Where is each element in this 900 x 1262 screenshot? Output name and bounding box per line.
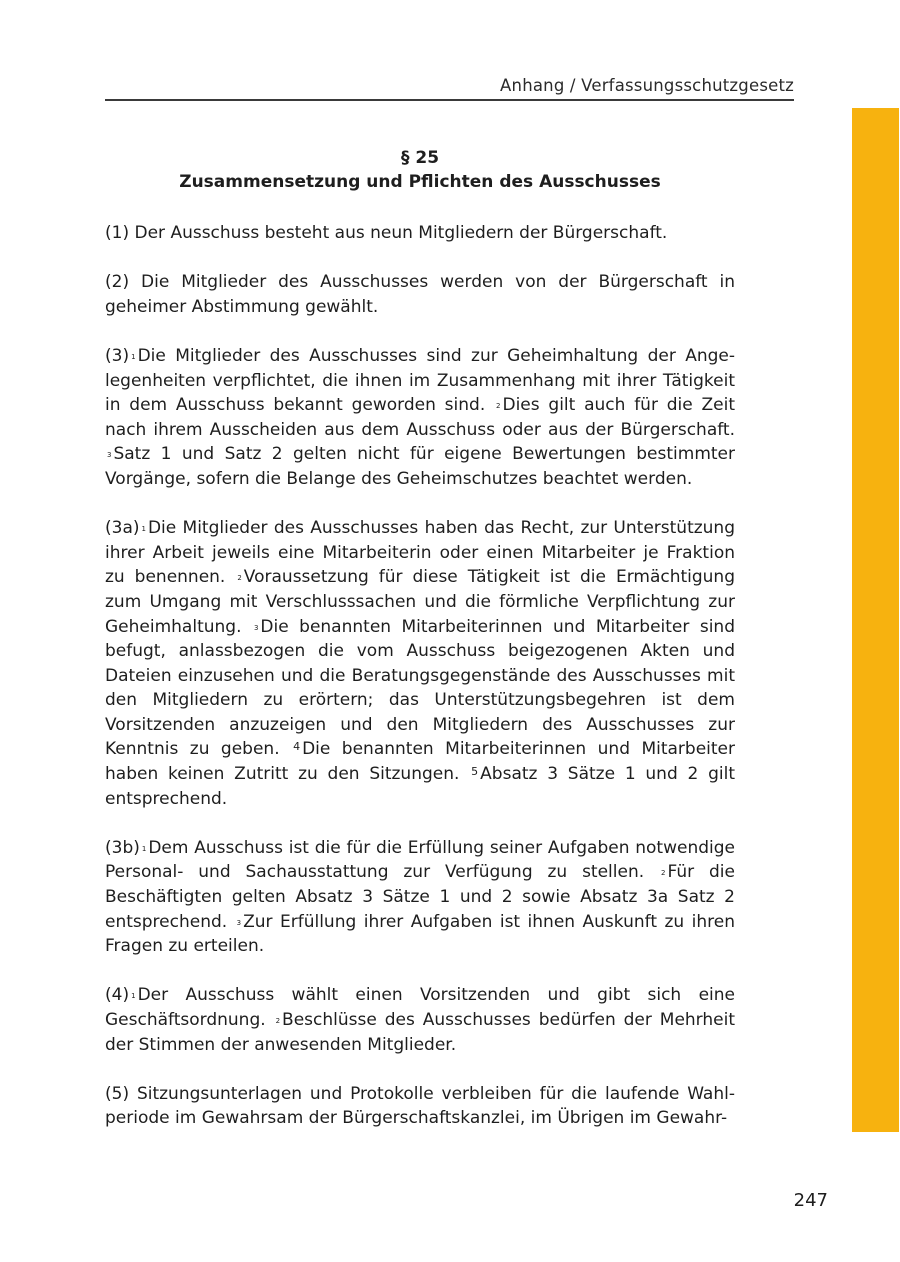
paragraph-3 <box>105 344 735 492</box>
sentence-text: Die Mitglieder des Ausschusses haben das Recht, zur Unterstützung ihrer Arbeit jeweils eine Mitarbeiterin oder einen Mitarbeiter je Fraktion zu benennen. <box>105 518 735 588</box>
paragraph-label: (4) <box>105 985 130 1006</box>
section-title: Zusammensetzung und Pflichten des Ausschusses <box>179 172 661 192</box>
paragraph-label: (2) <box>105 272 130 293</box>
paragraph-label: (3) <box>105 345 130 366</box>
section-body <box>105 221 735 1156</box>
paragraph-label: (1) <box>105 223 130 243</box>
paragraph-3a <box>105 516 735 811</box>
sentence-text: Dies gilt auch für die Zeit nach ihrem Ausscheiden aus dem Ausschuss oder aus der Bürgerschaft. <box>105 395 735 440</box>
paragraph-label: (5) <box>105 1083 130 1104</box>
sentence-text: Absatz 3 Sätze 1 und 2 gilt entsprechend. <box>105 764 735 809</box>
sentence-number: 3 <box>236 918 242 927</box>
header-rule <box>105 99 794 101</box>
paragraph-text: Die Mitglieder des Ausschusses werden von der Bürgerschaft in geheimer Abstimmung gewählt. <box>105 272 736 317</box>
paragraph-1 <box>105 221 735 246</box>
paragraph-5 <box>105 1082 735 1131</box>
sentence-number: 3 <box>253 623 259 632</box>
sentence-number: 1 <box>141 844 147 853</box>
sentence-number: 1 <box>131 352 136 361</box>
running-header: Anhang / Verfassungsschutzgesetz <box>500 76 794 95</box>
sentence-number: 4 <box>293 740 301 754</box>
chapter-side-tab <box>852 108 899 1132</box>
sentence-number: 2 <box>275 1017 281 1025</box>
paragraph-3b <box>105 836 735 959</box>
sentence-number: 1 <box>141 525 146 534</box>
sentence-number: 5 <box>471 765 479 779</box>
sentence-text: Der Ausschuss wählt einen Vorsitzenden und gibt sich eine Geschäftsordnung. <box>105 985 735 1030</box>
sentence-number: 1 <box>131 992 136 1001</box>
section-number: § 25 <box>400 148 440 168</box>
paragraph-text: Der Ausschuss besteht aus neun Mitgliedern der Bürgerschaft. <box>134 223 668 243</box>
sentence-text: Satz 1 und Satz 2 gelten nicht für eigene Bewertungen bestimmter Vorgänge, sofern die Belange des Geheimschutzes beachtet werden. <box>105 444 735 489</box>
paragraph-2 <box>105 270 735 319</box>
sentence-number: 2 <box>496 402 501 411</box>
sentence-text: Die benannten Mitarbeiterinnen und Mitarbeiter sind befugt, anlassbezogen die vom Ausschuss beigezogenen Akten und Dateien einzusehen und die Beratungsgegenstände des Ausschusses mit den Mitgliedern zu erörtern; das Unterstützungsbegehren ist dem Vorsitzenden anzuzeigen und den Mitgliedern des Ausschusses zur Kenntnis zu geben. <box>105 616 735 760</box>
paragraph-label: (3a) <box>105 518 140 539</box>
sentence-text: Die benannten Mitarbeiterinnen und Mitarbeiter haben keinen Zutritt zu den Sitzungen. <box>105 739 735 785</box>
sentence-text: Die Mitglieder des Ausschusses sind zur Geheimhaltung der Angelegenheiten verpflichtet, die ihnen im Zusammenhang mit ihrer Tätigkeit in dem Ausschuss bekannt geworden sind. <box>105 345 735 416</box>
paragraph-4 <box>105 983 735 1057</box>
sentence-text: Für die Beschäftigten gelten Absatz 3 Sätze 1 und 2 sowie Absatz 3a Satz 2 entsprechend. <box>105 862 735 932</box>
sentence-text: Dem Ausschuss ist die für die Erfüllung seiner Aufgaben notwendige Personal- und Sachausstattung zur Verfügung zu stellen. <box>105 837 735 883</box>
sentence-number: 3 <box>107 451 112 460</box>
sentence-text: Beschlüsse des Ausschusses bedürfen der Mehrheit der Stimmen der anwesenden Mitglieder. <box>105 1010 735 1055</box>
sentence-text: Zur Erfüllung ihrer Aufgaben ist ihnen Auskunft zu ihren Fragen zu erteilen. <box>105 911 735 957</box>
paragraph-text: Sitzungsunterlagen und Protokolle verbleiben für die laufende Wahlperiode im Gewahrsam der Bürgerschaftskanzlei, im Übrigen im Gewahr- <box>105 1083 735 1129</box>
paragraph-label: (3b) <box>105 837 140 858</box>
sentence-number: 2 <box>237 574 242 583</box>
sentence-number: 2 <box>661 869 666 878</box>
page-number: 247 <box>793 1190 828 1211</box>
sentence-text: Voraussetzung für diese Tätigkeit ist die Ermächtigung zum Umgang mit Verschlusssachen und die förmliche Verpflichtung zur Geheimhaltung. <box>105 567 736 637</box>
